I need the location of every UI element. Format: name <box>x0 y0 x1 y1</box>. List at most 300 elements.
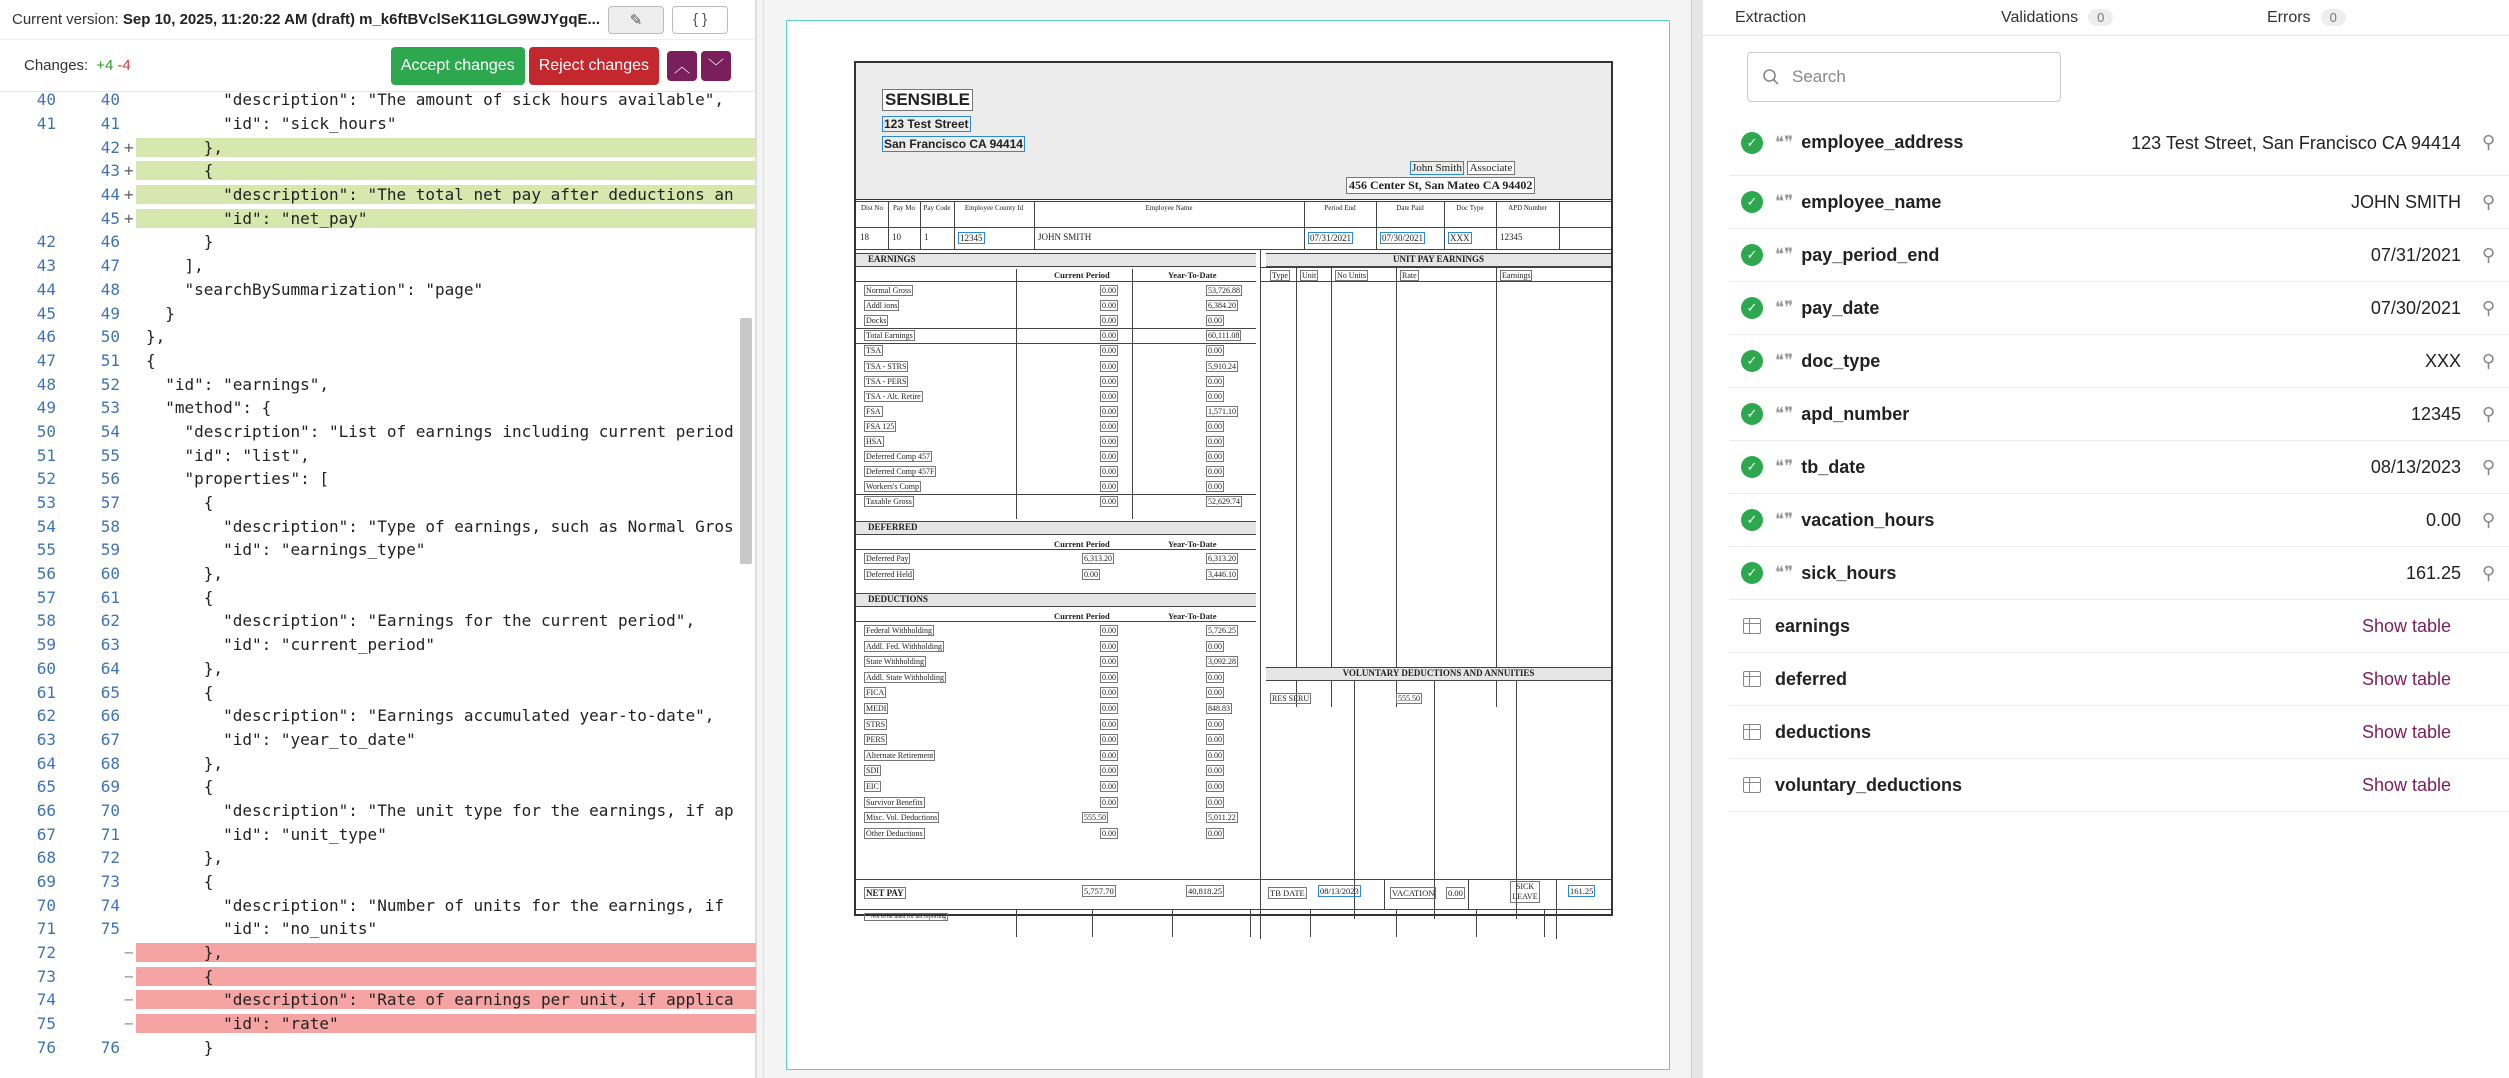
show-table-button[interactable]: Show table <box>2361 721 2451 742</box>
new-line-number: 72 <box>100 848 120 868</box>
new-line-number: 47 <box>100 256 120 276</box>
rule-h <box>856 909 1611 910</box>
changes-bar <box>0 40 755 92</box>
chevron-down-icon: ﹀ <box>707 59 724 76</box>
old-line-number: 61 <box>36 682 56 702</box>
changes-removed: -4 <box>117 57 131 74</box>
deduction-current: 0.00 <box>1102 657 1116 667</box>
net-pay-ytd: 40,818.25 <box>1188 886 1222 896</box>
old-line-number: 49 <box>36 398 56 418</box>
table-name: earnings <box>1775 615 1851 636</box>
tab-count-badge: 0 <box>2088 9 2113 26</box>
header-col-label: APD Number <box>1508 204 1547 212</box>
code-text: { <box>146 872 214 892</box>
earnings-current: 0.00 <box>1102 331 1116 341</box>
deduction-label: Survivor Benefits <box>866 797 923 807</box>
location-pin-icon[interactable]: ⚲ <box>2481 562 2495 583</box>
earnings-ytd: 0.00 <box>1208 346 1222 356</box>
changes-added: +4 <box>96 57 114 74</box>
location-pin-icon[interactable]: ⚲ <box>2481 244 2495 265</box>
sick-leave-value: 161.25 <box>1570 886 1594 896</box>
code-text: "properties": [ <box>146 469 330 489</box>
old-line-number: 53 <box>36 493 56 513</box>
rule-v <box>1496 201 1497 249</box>
new-line-number: 50 <box>100 327 120 347</box>
rule-v <box>1556 879 1557 939</box>
diff-marker: + <box>124 185 134 205</box>
header-col-value: JOHN SMITH <box>1038 232 1092 242</box>
rule-v <box>1354 681 1355 919</box>
code-line <box>0 964 756 988</box>
diff-marker: − <box>124 990 134 1010</box>
text-type-icon: ❝❞ <box>1775 563 1794 583</box>
code-line <box>0 254 756 278</box>
earnings-ytd: 60,111.08 <box>1208 331 1240 341</box>
old-line-number: 54 <box>36 516 56 536</box>
code-line <box>0 1012 756 1036</box>
location-pin-icon[interactable]: ⚲ <box>2481 509 2495 530</box>
col-header-ytd: Year-To-Date <box>1168 611 1217 621</box>
show-table-button[interactable]: Show table <box>2361 668 2451 689</box>
deduction-current: 555.50 <box>1084 813 1106 823</box>
code-text: } <box>146 232 214 252</box>
header-col-value: 12345 <box>1500 232 1523 242</box>
old-line-number: 57 <box>36 587 56 607</box>
field-row-doc-type[interactable] <box>1729 335 2509 388</box>
new-line-number: 66 <box>100 706 120 726</box>
deduction-label: Other Deductions <box>866 828 923 838</box>
rule-v <box>1434 681 1435 919</box>
code-line <box>0 88 756 112</box>
code-text: { <box>146 587 214 607</box>
field-value: 161.25 <box>2405 563 2461 583</box>
tab-label: Extraction <box>1735 8 1807 26</box>
diff-marker: + <box>124 161 134 181</box>
field-name: tb_date <box>1801 456 1866 477</box>
rule-v <box>1384 879 1385 909</box>
code-line <box>0 893 756 917</box>
rule-v <box>1034 201 1035 249</box>
earnings-current: 0.00 <box>1102 406 1116 416</box>
field-name: sick_hours <box>1801 562 1897 583</box>
earnings-ytd: 6,384.20 <box>1208 301 1236 311</box>
rule-h <box>856 549 1256 550</box>
code-text: "description": "The amount of sick hours available", <box>146 90 724 110</box>
new-line-number: 57 <box>100 493 120 513</box>
code-text: "id": "earnings_type" <box>146 540 426 560</box>
code-line <box>0 941 756 965</box>
earnings-label: FSA <box>866 406 881 416</box>
old-line-number: 55 <box>36 540 56 560</box>
deduction-ytd: 0.00 <box>1208 750 1222 760</box>
deferred-ytd: 3,446.10 <box>1208 570 1236 579</box>
code-line <box>0 349 756 373</box>
voluntary-item: RES SERU <box>1272 694 1310 703</box>
rule-v <box>1260 879 1261 939</box>
code-line <box>0 372 756 396</box>
search-input[interactable] <box>1747 52 2061 102</box>
rule-h <box>856 281 1256 282</box>
section-voluntary <box>1266 667 1611 681</box>
field-value: 07/30/2021 <box>2370 298 2461 318</box>
table-icon <box>1743 618 1761 634</box>
rule-v <box>1016 269 1017 519</box>
old-line-number: 76 <box>36 1037 56 1057</box>
field-row-employee-address[interactable] <box>1729 110 2509 176</box>
tab-validations[interactable] <box>1969 0 2235 35</box>
rule-v <box>1468 879 1469 909</box>
deduction-label: Addl. Fed. Withholding <box>866 641 942 651</box>
col-header-current: Current Period <box>1054 270 1110 280</box>
field-row-apd-number[interactable] <box>1729 388 2509 441</box>
header-col-label: Employee County Id <box>964 204 1024 212</box>
section-title: UNIT PAY EARNINGS <box>1392 254 1485 264</box>
tab-label: Validations <box>2001 8 2079 26</box>
old-line-number: 75 <box>36 1014 56 1034</box>
earnings-label: Taxable Gross <box>866 497 912 507</box>
document-page <box>786 20 1670 1070</box>
old-line-number: 63 <box>36 729 56 749</box>
employee-address: 456 Center St, San Mateo CA 94402 <box>1346 177 1535 194</box>
rule-h <box>1260 267 1611 268</box>
new-line-number: 52 <box>100 374 120 394</box>
old-line-number: 62 <box>36 706 56 726</box>
employee-name-header: John Smith Associate <box>1410 161 1515 175</box>
earnings-ytd: 0.00 <box>1208 452 1222 462</box>
sick-leave-label: SICK LEAVE <box>1510 881 1540 903</box>
code-line <box>0 585 756 609</box>
earnings-ytd: 52,629.74 <box>1208 497 1240 507</box>
check-icon: ✓ <box>1741 297 1763 319</box>
deduction-label: STRS <box>866 719 886 729</box>
old-line-number: 71 <box>36 919 56 939</box>
code-line <box>0 491 756 515</box>
new-line-number: 68 <box>100 753 120 773</box>
new-line-number: 51 <box>100 350 120 370</box>
code-text: { <box>146 682 214 702</box>
deduction-current: 0.00 <box>1102 797 1116 807</box>
old-line-number: 47 <box>36 350 56 370</box>
field-row-employee-name[interactable] <box>1729 176 2509 229</box>
net-pay-current: 5,757.70 <box>1084 886 1114 896</box>
code-text: "description": "The total net pay after deductions an <box>136 185 756 204</box>
field-row-tb-date[interactable] <box>1729 441 2509 494</box>
visual-mode-button[interactable] <box>608 6 664 34</box>
code-text: ], <box>146 256 204 276</box>
code-scrollbar[interactable] <box>740 318 752 564</box>
field-row-sick-hours[interactable] <box>1729 547 2509 600</box>
deduction-ytd: 0.00 <box>1208 688 1222 698</box>
new-line-number: 63 <box>100 635 120 655</box>
code-text: "description": "The unit type for the earnings, if ap <box>146 800 734 820</box>
field-row-pay-period-end[interactable] <box>1729 229 2509 282</box>
check-icon: ✓ <box>1741 403 1763 425</box>
rule-v <box>1016 909 1017 937</box>
location-pin-icon[interactable]: ⚲ <box>2481 297 2495 318</box>
accept-changes-button[interactable]: Accept changes <box>391 47 525 85</box>
code-text: }, <box>146 658 224 678</box>
new-line-number: 48 <box>100 279 120 299</box>
deduction-ytd: 0.00 <box>1208 672 1222 682</box>
deduction-ytd: 0.00 <box>1208 782 1222 791</box>
extraction-pane <box>1703 0 2509 1078</box>
code-line <box>0 538 756 562</box>
earnings-label: Docks <box>866 316 887 326</box>
diff-marker: − <box>124 1014 134 1034</box>
section-title: VOLUNTARY DEDUCTIONS AND ANNUITIES <box>1342 668 1535 678</box>
deduction-label: Misc. Vol. Deductions <box>866 813 938 823</box>
new-line-number: 45 <box>100 208 120 228</box>
earnings-label: Total Earnings <box>866 331 913 341</box>
location-pin-icon[interactable]: ⚲ <box>2481 191 2495 212</box>
code-line <box>0 799 756 823</box>
check-icon: ✓ <box>1741 562 1763 584</box>
new-line-number: 71 <box>100 824 120 844</box>
diff-code-view[interactable] <box>0 88 756 1078</box>
pane-resize-handle-left[interactable] <box>756 0 764 1078</box>
code-text: }, <box>136 138 756 157</box>
json-mode-button[interactable] <box>672 6 728 34</box>
section-unit-pay <box>1266 253 1611 267</box>
earnings-ytd: 5,910.24 <box>1208 361 1236 371</box>
earnings-label: TSA - Alt. Retire <box>866 391 921 401</box>
deduction-current: 0.00 <box>1102 750 1116 760</box>
voluntary-amount: 555.50 <box>1398 694 1420 703</box>
search-icon <box>1762 68 1780 86</box>
paystub-header <box>856 63 1611 200</box>
new-line-number: 40 <box>100 90 120 110</box>
earnings-label: HSA <box>866 437 883 446</box>
code-text: } <box>146 1037 214 1057</box>
rule-v <box>888 201 889 249</box>
new-line-number: 42 <box>100 137 120 157</box>
deduction-ytd: 0.00 <box>1208 719 1222 729</box>
company-address-line1: 123 Test Street <box>884 117 969 131</box>
chevron-up-icon: ︿ <box>673 59 690 76</box>
diff-marker: − <box>124 966 134 986</box>
check-icon: ✓ <box>1741 509 1763 531</box>
table-row-voluntary-deductions[interactable] <box>1729 759 2509 812</box>
col-header-ytd: Year-To-Date <box>1168 539 1217 549</box>
tab-count-badge: 0 <box>2321 9 2346 26</box>
field-row-pay-date[interactable] <box>1729 282 2509 335</box>
deduction-ytd: 0.00 <box>1208 641 1222 651</box>
deduction-label: SDI <box>866 766 879 776</box>
new-line-number: 46 <box>100 232 120 252</box>
code-line <box>0 657 756 681</box>
code-line <box>0 396 756 420</box>
code-line <box>0 467 756 491</box>
deduction-ytd: 3,092.28 <box>1208 657 1236 667</box>
next-change-button[interactable] <box>701 51 731 81</box>
field-row-vacation-hours[interactable] <box>1729 494 2509 547</box>
earnings-ytd: 0.00 <box>1208 316 1222 326</box>
reject-changes-button[interactable]: Reject changes <box>529 47 659 85</box>
new-line-number: 64 <box>100 658 120 678</box>
code-line <box>0 135 756 159</box>
code-text: { <box>136 161 756 180</box>
earnings-current: 0.00 <box>1102 421 1116 431</box>
code-line <box>0 1036 756 1060</box>
new-line-number: 69 <box>100 777 120 797</box>
tab-label: Errors <box>2267 8 2311 26</box>
new-line-number: 75 <box>100 919 120 939</box>
code-text: { <box>146 777 214 797</box>
diff-marker: + <box>124 137 134 157</box>
earnings-current: 0.00 <box>1102 361 1116 371</box>
code-line <box>0 728 756 752</box>
field-value: 07/31/2021 <box>2370 245 2461 265</box>
deduction-current: 0.00 <box>1102 735 1116 745</box>
code-text: }, <box>146 564 224 584</box>
field-value: 0.00 <box>2425 510 2461 530</box>
deduction-label: EIC <box>866 782 879 791</box>
text-type-icon: ❝❞ <box>1775 298 1794 318</box>
deduction-current: 0.00 <box>1102 766 1116 776</box>
rule-v <box>1396 909 1397 937</box>
version-value: Sep 10, 2025, 11:20:22 AM (draft) m_k6ftBVclSeK11GLG9WJYgqE... <box>122 11 601 28</box>
check-icon: ✓ <box>1741 191 1763 213</box>
edit-doc-icon: ✎ <box>629 11 643 29</box>
col-header-ytd: Year-To-Date <box>1168 270 1217 280</box>
table-name: voluntary_deductions <box>1775 774 1963 795</box>
code-text: "method": { <box>146 398 272 418</box>
table-row-earnings[interactable] <box>1729 600 2509 653</box>
text-type-icon: ❝❞ <box>1775 351 1794 371</box>
deduction-ytd: 0.00 <box>1208 828 1222 838</box>
unit-col-header: No Units <box>1337 271 1367 280</box>
table-icon <box>1743 777 1761 793</box>
code-text: }, <box>146 753 224 773</box>
location-pin-icon[interactable]: ⚲ <box>2481 403 2495 424</box>
code-line <box>0 609 756 633</box>
tab-errors[interactable] <box>2235 0 2501 35</box>
location-pin-icon[interactable]: ⚲ <box>2481 456 2495 477</box>
new-line-number: 61 <box>100 587 120 607</box>
show-table-button[interactable]: Show table <box>2361 774 2451 795</box>
company-address-line2: San Francisco CA 94414 <box>884 137 1023 151</box>
deduction-label: MEDI <box>866 704 887 713</box>
old-line-number: 43 <box>36 256 56 276</box>
code-line <box>0 988 756 1012</box>
new-line-number: 76 <box>100 1037 120 1057</box>
rule-v <box>1544 909 1545 937</box>
pane-resize-handle-right[interactable] <box>1691 0 1703 1078</box>
code-line <box>0 822 756 846</box>
vacation-value: 0.00 <box>1448 888 1463 898</box>
deduction-current: 0.00 <box>1102 719 1116 729</box>
braces-icon: { } <box>692 11 708 28</box>
rule-v <box>1559 201 1560 249</box>
earnings-current: 0.00 <box>1102 452 1116 462</box>
text-type-icon: ❝❞ <box>1775 510 1794 530</box>
diff-marker: − <box>124 943 134 963</box>
code-text: "id": "unit_type" <box>146 824 387 844</box>
location-pin-icon[interactable]: ⚲ <box>2481 132 2495 152</box>
code-text: "description": "List of earnings including current period <box>146 421 734 441</box>
deduction-ytd: 0.00 <box>1208 797 1222 807</box>
section-title: EARNINGS <box>868 254 916 264</box>
table-icon <box>1743 724 1761 740</box>
check-icon: ✓ <box>1741 350 1763 372</box>
tb-date-label: TB DATE <box>1270 888 1305 898</box>
rule-v <box>1132 269 1133 519</box>
unit-col-header: Type <box>1272 271 1288 280</box>
rule-h <box>1260 281 1611 282</box>
code-text: } <box>146 303 175 323</box>
deduction-label: PERS <box>866 735 886 745</box>
field-value: XXX <box>2424 351 2461 371</box>
code-line <box>0 751 756 775</box>
earnings-ytd: 1,571.10 <box>1208 406 1236 416</box>
section-deferred <box>856 521 1256 535</box>
earnings-label: TSA - PERS <box>866 376 907 386</box>
location-pin-icon[interactable]: ⚲ <box>2481 350 2495 371</box>
code-line <box>0 704 756 728</box>
rule-v <box>1172 909 1173 937</box>
code-line <box>0 420 756 444</box>
col-header-current: Current Period <box>1054 539 1110 549</box>
new-line-number: 43 <box>100 161 120 181</box>
table-row-deferred[interactable] <box>1729 653 2509 706</box>
deduction-current: 0.00 <box>1102 704 1116 713</box>
old-line-number: 66 <box>36 800 56 820</box>
old-line-number: 69 <box>36 872 56 892</box>
new-line-number: 60 <box>100 564 120 584</box>
show-table-button[interactable]: Show table <box>2361 615 2451 636</box>
tab-extraction[interactable] <box>1703 0 1969 35</box>
rule-v <box>1304 201 1305 249</box>
earnings-label: FSA 125 <box>866 421 895 431</box>
earnings-label: Workers's Comp <box>866 482 920 492</box>
old-line-number: 70 <box>36 895 56 915</box>
text-type-icon: ❝❞ <box>1775 404 1794 424</box>
extracted-fields-list <box>1729 110 2509 812</box>
diff-marker: + <box>124 208 134 228</box>
document-viewer <box>764 0 1691 1078</box>
earnings-label: Deferred Comp 457 <box>866 452 930 462</box>
rule-v <box>1331 267 1332 707</box>
new-line-number: 73 <box>100 872 120 892</box>
code-text: }, <box>146 327 166 347</box>
code-text: "id": "net_pay" <box>136 209 756 228</box>
code-text: "id": "year_to_date" <box>146 729 416 749</box>
old-line-number: 67 <box>36 824 56 844</box>
field-value: JOHN SMITH <box>2351 192 2461 212</box>
unit-col-header: Unit <box>1302 271 1317 280</box>
earnings-label: Deferred Comp 457F <box>866 467 935 477</box>
old-line-number: 48 <box>36 374 56 394</box>
code-text: }, <box>146 848 224 868</box>
old-line-number: 51 <box>36 445 56 465</box>
section-deductions <box>856 593 1256 607</box>
prev-change-button[interactable] <box>667 51 697 81</box>
field-name: doc_type <box>1801 350 1881 371</box>
table-row-deductions[interactable] <box>1729 706 2509 759</box>
new-line-number: 53 <box>100 398 120 418</box>
unit-col-header: Earnings <box>1502 271 1531 280</box>
new-line-number: 44 <box>100 185 120 205</box>
new-line-number: 65 <box>100 682 120 702</box>
deferred-ytd: 6,313.20 <box>1208 554 1236 563</box>
rule-h <box>856 328 1256 329</box>
rule-v <box>1092 909 1093 937</box>
deduction-ytd: 848.83 <box>1208 704 1230 713</box>
deduction-current: 0.00 <box>1102 828 1116 838</box>
rule-v <box>1444 201 1445 249</box>
code-line <box>0 159 756 183</box>
section-earnings <box>856 253 1256 267</box>
